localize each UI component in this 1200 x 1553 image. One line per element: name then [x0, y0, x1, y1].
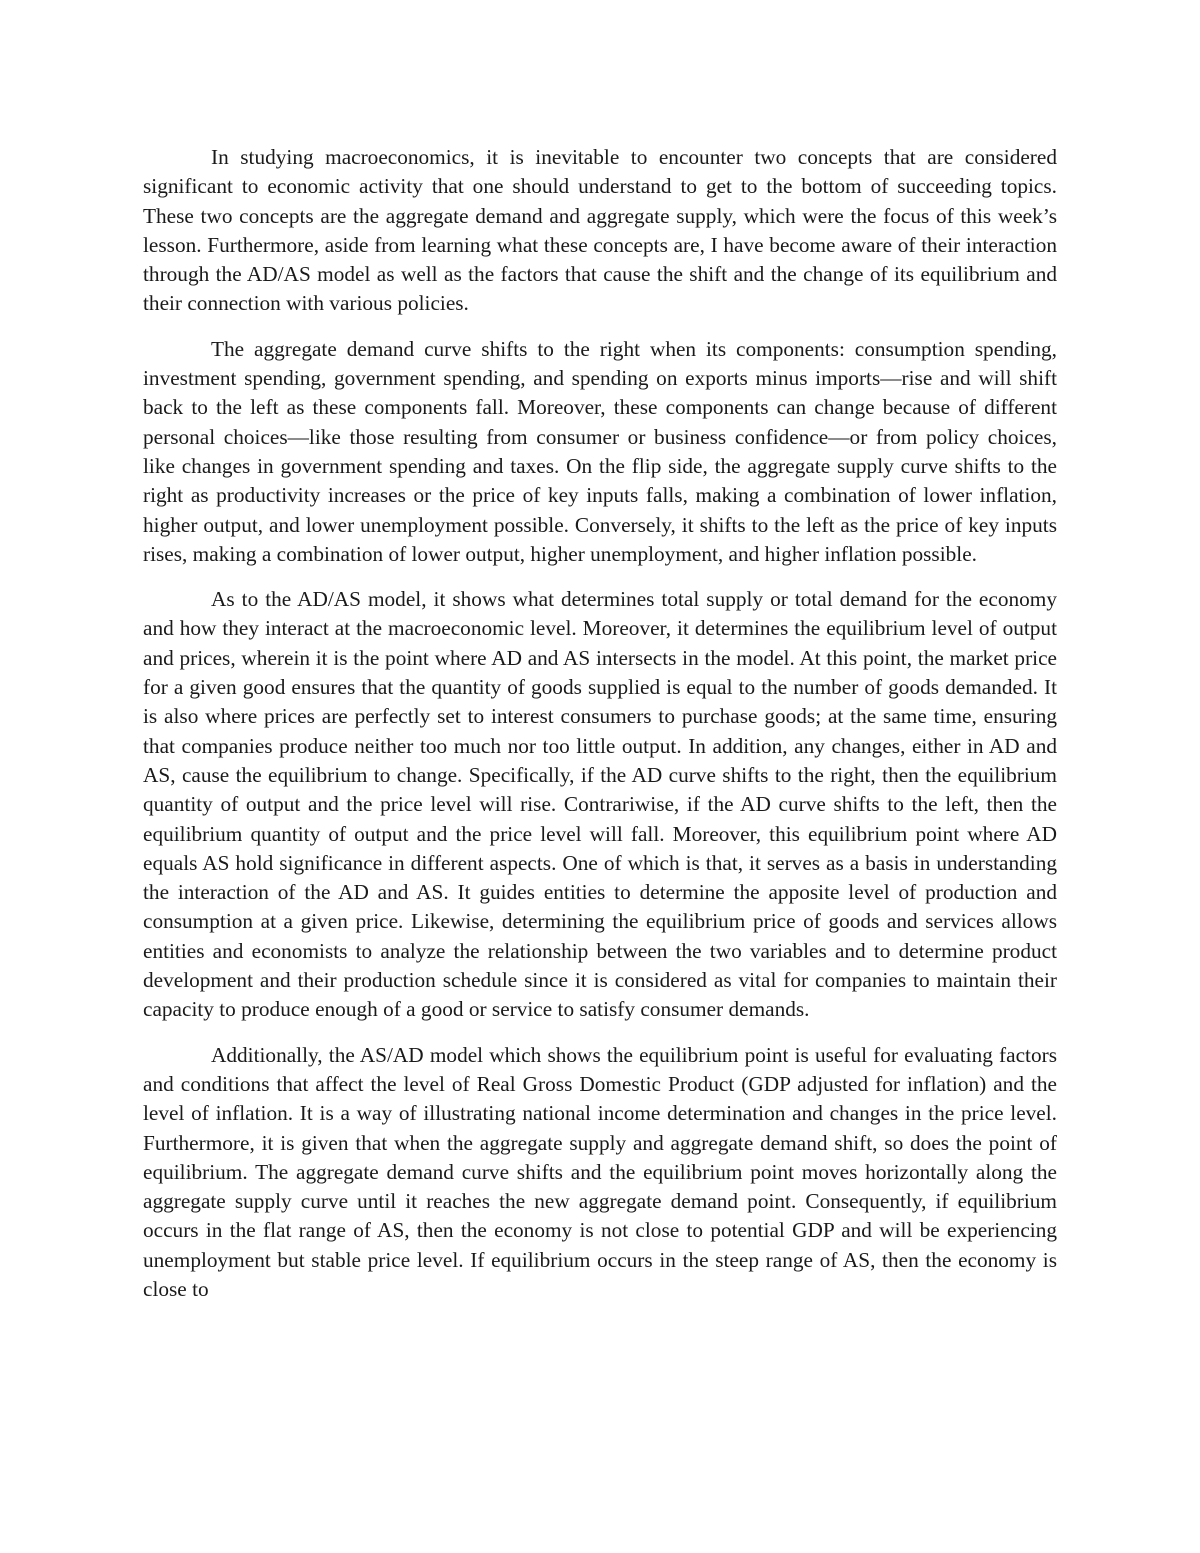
paragraph-intro: In studying macroeconomics, it is inevitable to encounter two concepts that are considered significant to economic activity that one should understand to get to the bottom of succeeding topics. These two concepts are the aggregate demand and aggregate supply, which were the focus of this week’s lesson. Furthermore, aside from learning what these concepts are, I have become aware of their interaction through the AD/AS model as well as the factors that cause the shift and the change of its equilibrium and their connection with various policies. — [143, 145, 1057, 316]
paragraph-curve-shifts: The aggregate demand curve shifts to the right when its components: consumption spending, investment spending, government spending, and spending on exports minus imports—rise and will shift back to the left as these components fall. Moreover, these components can change because of different personal choices—like those resulting from consumer or business confidence—or from policy choices, like changes in government spending and taxes. On the flip side, the aggregate supply curve shifts to the right as productivity increases or the price of key inputs falls, making a combination of lower inflation, higher output, and lower unemployment possible. Conversely, it shifts to the left as the price of key inputs rises, making a combination of lower output, higher unemployment, and higher inflation possible. — [143, 336, 1057, 566]
paragraph-adas-model: As to the AD/AS model, it shows what determines total supply or total demand for the economy and how they interact at the macroeconomic level. Moreover, it determines the equilibrium level of output and prices, wherein it is the point where AD and AS intersects in the model. At this point, the market price for a given good ensures that the quantity of goods supplied is equal to the number of goods demanded. It is also where prices are perfectly set to interest consumers to purchase goods; at the same time, ensuring that companies produce neither too much nor too little output. In addition, any changes, either in AD and AS, cause the equilibrium to change. Specifically, if the AD curve shifts to the right, then the equilibrium quantity of output and the price level will rise. Contrariwise, if the AD curve shifts to the left, then the equilibrium quantity of output and the price level will fall. Moreover, this equilibrium point where AD equals AS hold significance in different aspects. One of which is that, it serves as a basis in understanding the interaction of the AD and AS. It guides entities to determine the apposite level of production and consumption at a given price. Likewise, determining the equilibrium price of goods and services allows entities and economists to analyze the relationship between the two variables and to determine product development and their production schedule since it is considered as vital for companies to maintain their capacity to produce enough of a good or service to satisfy consumer demands. — [143, 587, 1057, 1022]
paragraph-equilibrium: Additionally, the AS/AD model which shows the equilibrium point is useful for evaluating factors and conditions that affect the level of Real Gross Domestic Product (GDP adjusted for inflation) and the level of inflation. It is a way of illustrating national income determination and changes in the price level. Furthermore, it is given that when the aggregate supply and aggregate demand shift, so does the point of equilibrium. The aggregate demand curve shifts and the equilibrium point moves horizontally along the aggregate supply curve until it reaches the new aggregate demand point. Consequently, if equilibrium occurs in the flat range of AS, then the economy is not close to potential GDP and will be experiencing unemployment but stable price level. If equilibrium occurs in the steep range of AS, then the economy is close to — [143, 1042, 1057, 1301]
body-text — [143, 143, 1057, 1320]
